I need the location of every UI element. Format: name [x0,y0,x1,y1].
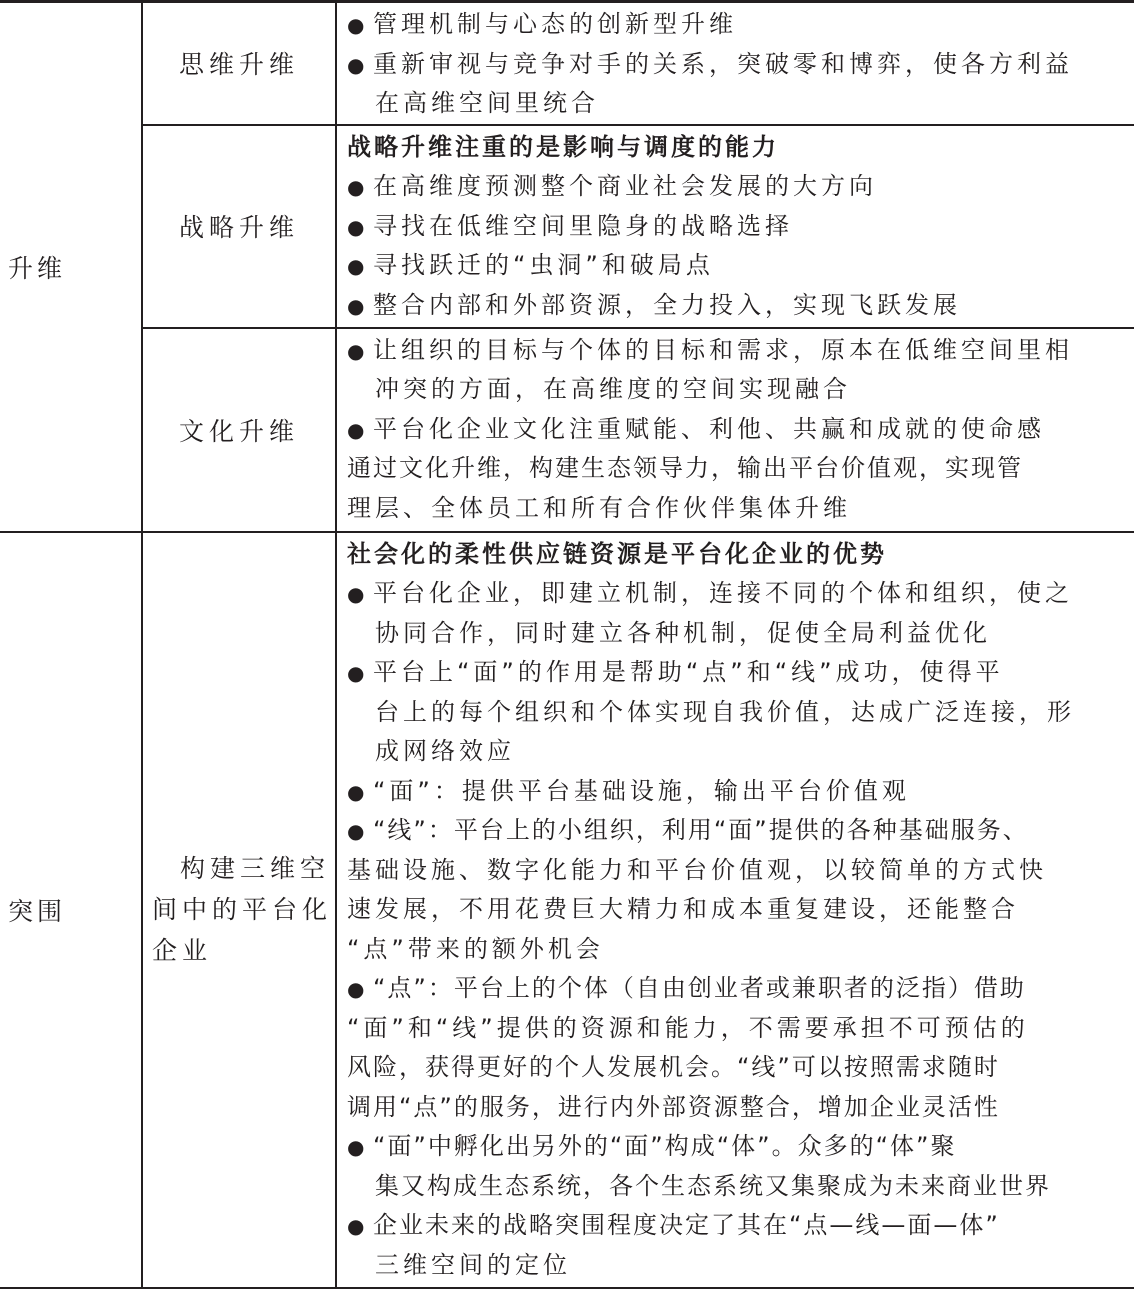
list-item: ● “点”：平台上的个体（自由创业者或兼职者的泛指）借助 [347,969,1124,1009]
list-item-continuation: 在高维空间里统合 [375,89,599,117]
paragraph-line: 风险，获得更好的个人发展机会。“线”可以按照需求随时 [347,1053,1000,1081]
bullet-icon: ● [347,417,365,442]
list-item: ● 企业未来的战略突围程度决定了其在“点—线—面—体” [347,1206,1124,1246]
section-heading: 战略升维注重的是影响与调度的能力 [347,132,779,161]
list-item: ● 管理机制与心态的创新型升维 [347,5,1124,45]
bullet-icon: ● [347,661,365,685]
list-item-continuation: 集又构成生态系统，各个生态系统又集聚成为未来商业世界 [375,1171,1051,1200]
list-item-continuation: 冲突的方面，在高维度的空间实现融合 [375,375,851,403]
subcategory-label: 文化升维 [178,416,299,446]
list-item: ● 平台上“面”的作用是帮助“点”和“线”成功，使得平 [347,653,1124,693]
bullet-icon: ● [347,1214,365,1238]
content-cell [336,328,1134,532]
table-row [0,328,1134,532]
list-item: ● 平台化企业文化注重赋能、利他、共赢和成就的使命感 [347,410,1124,450]
subcategory-label-line: 企业 [152,936,213,965]
subcategory-cell [142,328,336,532]
list-item-continuation: 台上的每个组织和个体实现自我价值，达成广泛连接，形 [375,697,1075,726]
list-item: ● 重新审视与竞争对手的关系，突破零和博弈，使各方利益 [347,45,1124,85]
bullet-icon: ● [347,819,365,843]
category-label: 升维 [8,253,67,283]
bullet-icon: ● [347,254,365,278]
list-item-continuation: 三维空间的定位 [375,1250,571,1279]
list-item: ● “面”：提供平台基础设施，输出平台价值观 [347,772,1124,812]
category-cell-upgrade [0,2,142,532]
paragraph-line: 调用“点”的服务，进行内外部资源整合，增加企业灵活性 [347,1092,1000,1121]
bullet-icon: ● [347,175,365,199]
content-cell [336,125,1134,328]
subcategory-cell [142,532,336,1288]
subcategory-cell [142,2,336,125]
paragraph-line: 理层、全体员工和所有合作伙伴集体升维 [347,493,851,522]
list-item: ● 寻找在低维空间里隐身的战略选择 [347,207,1124,247]
content-cell [336,532,1134,1288]
table-row [0,125,1134,328]
list-item: ● 在高维度预测整个商业社会发展的大方向 [347,167,1124,207]
bullet-icon: ● [347,582,365,606]
list-item: ● “线”：平台上的小组织，利用“面”提供的各种基础服务、 [347,811,1124,851]
bullet-icon: ● [347,52,365,77]
bullet-icon: ● [347,779,365,804]
paragraph-line: 基础设施、数字化能力和平台价值观，以较简单的方式快 [347,855,1047,884]
paragraph-line: 通过文化升维，构建生态领导力，输出平台价值观，实现管 [347,454,1023,482]
table-row [0,2,1134,125]
list-item: ● 让组织的目标与个体的目标和需求，原本在低维空间里相 [347,331,1124,371]
subcategory-label-line: 构建三维空 [180,854,331,883]
category-cell-breakout [0,532,142,1288]
bullet-icon: ● [347,214,365,239]
bullet-icon: ● [347,13,365,37]
list-item-continuation: 协同合作，同时建立各种机制，促使全局利益优化 [375,618,991,647]
paragraph-line: 速发展，不用花费巨大精力和成本重复建设，还能整合 [347,895,1019,923]
table-row [0,532,1134,1288]
list-item: ● 整合内部和外部资源，全力投入，实现飞跃发展 [347,286,1124,326]
bullet-icon: ● [347,293,365,318]
section-heading: 社会化的柔性供应链资源是平台化企业的优势 [347,539,887,568]
category-label: 突围 [8,896,67,926]
bullet-icon: ● [347,338,365,363]
list-item-continuation: 成网络效应 [375,737,515,765]
subcategory-label-line: 间中的平台化 [152,895,333,924]
list-item: ● 寻找跃迁的“虫洞”和破局点 [347,246,1124,286]
list-item: ● “面”中孵化出另外的“面”构成“体”。众多的“体”聚 [347,1127,1124,1167]
bullet-icon: ● [347,1135,365,1159]
list-item: ● 平台化企业，即建立机制，连接不同的个体和组织，使之 [347,574,1124,614]
subcategory-cell [142,125,336,328]
content-cell [336,2,1134,125]
paragraph-line: “面”和“线”提供的资源和能力，不需要承担不可预估的 [347,1013,1029,1042]
subcategory-label: 思维升维 [178,50,299,80]
bullet-icon: ● [347,977,365,1001]
paragraph-line: “点”带来的额外机会 [347,934,604,963]
subcategory-label: 战略升维 [178,213,299,242]
